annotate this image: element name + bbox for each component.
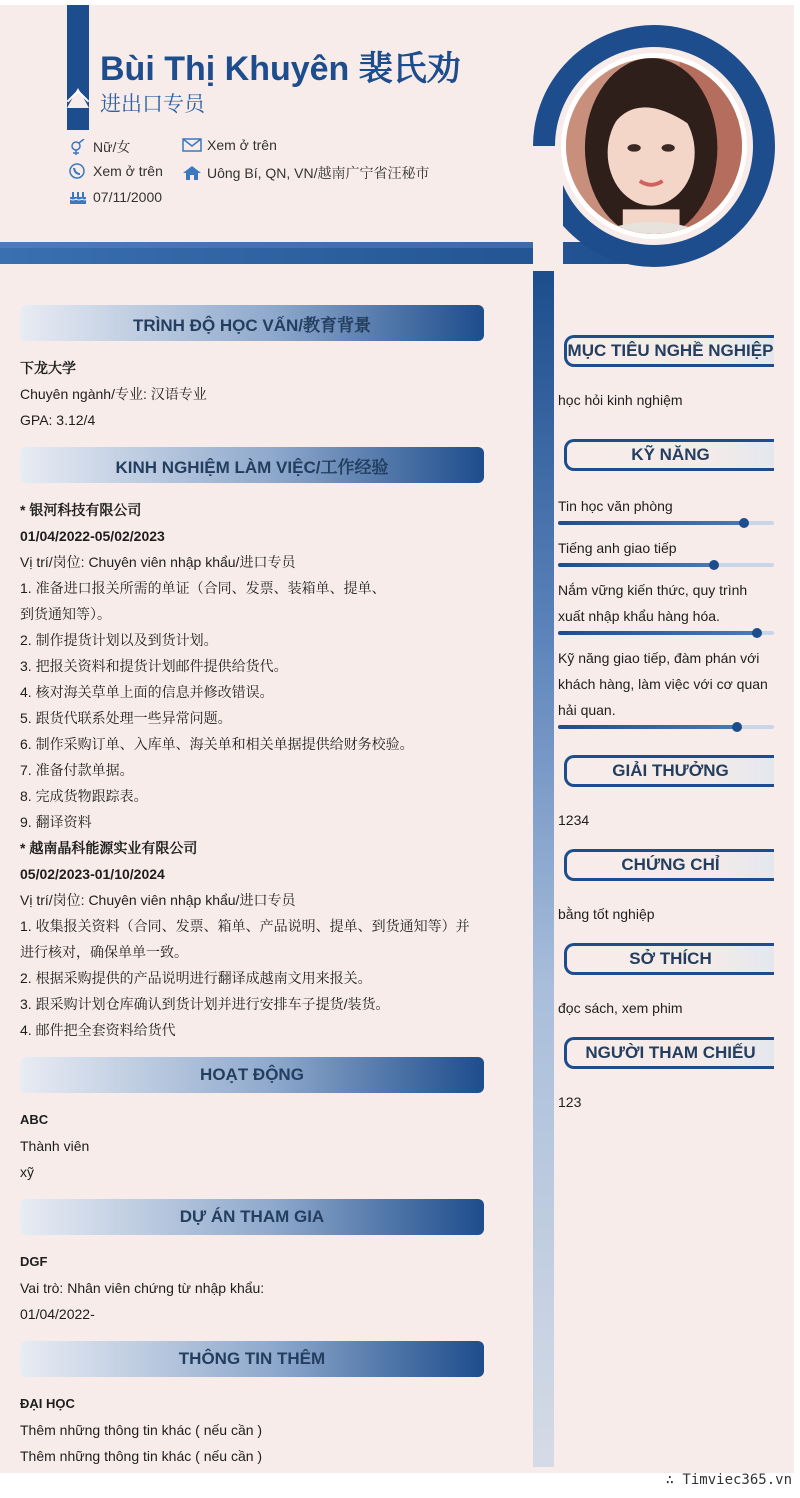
phone-icon: [68, 163, 88, 179]
left-column: [20, 305, 484, 1469]
skill-item: [558, 535, 774, 567]
phone-text[interactable]: Xem ở trên: [93, 163, 163, 179]
right-column: [558, 335, 774, 1115]
address-text: Uông Bí, QN, VN/越南广宁省汪秘市: [207, 165, 430, 181]
activities-section: [20, 1057, 484, 1185]
skill-bar-knob: [752, 628, 762, 638]
skill-bar: [558, 631, 774, 635]
job-duty-line: 2. 根据采购提供的产品说明进行翻译成越南文用来报关。: [20, 970, 372, 986]
gender-info: [68, 137, 130, 157]
certificates-text: bằng tốt nghiệp: [558, 906, 655, 922]
education-gpa: GPA: 3.12/4: [20, 412, 96, 428]
skill-bar: [558, 563, 774, 567]
skill-bar-knob: [739, 518, 749, 528]
education-section: [20, 305, 484, 433]
objective-text: học hỏi kinh nghiệm: [558, 392, 683, 408]
skill-bar-fill: [558, 725, 737, 729]
skill-label: Tin học văn phòng: [558, 498, 673, 514]
projects-heading: DỰ ÁN THAM GIA: [20, 1199, 484, 1235]
job-duty-line: 4. 核对海关草单上面的信息并修改错误。: [20, 684, 274, 700]
envelope-icon: [182, 137, 202, 153]
awards-text: 1234: [558, 812, 590, 828]
job-duty-line: 7. 准备付款单据。: [20, 762, 134, 778]
cv-page: [0, 5, 794, 1473]
skill-bar-fill: [558, 631, 757, 635]
experience-heading: KINH NGHIỆM LÀM VIỆC/工作经验: [20, 447, 484, 483]
header-divider-highlight: [0, 242, 560, 248]
job-duty-line: 3. 跟采购计划仓库确认到货计划并进行安排车子提货/装货。: [20, 996, 390, 1012]
birthday-info: [68, 189, 162, 205]
skill-bar: [558, 725, 774, 729]
skill-label: Nắm vững kiến thức, quy trình xuất nhập khẩu hàng hóa.: [558, 582, 748, 624]
birthday-cake-icon: [68, 189, 88, 205]
job-duty-line: 2. 制作提货计划以及到货计划。: [20, 632, 218, 648]
job-title: 进出口专员: [100, 93, 205, 116]
skills-list: [558, 493, 774, 729]
skill-item: [558, 645, 774, 729]
birthday-text: 07/11/2000: [93, 189, 163, 205]
experience-section: [20, 447, 484, 1043]
candidate-name: Bùi Thị Khuyên 裴氏劝: [100, 50, 461, 88]
column-divider: [533, 271, 554, 1467]
profile-photo: [561, 53, 747, 239]
activity-desc: xỹ: [20, 1164, 34, 1180]
more-info-line: Thêm những thông tin khác ( nếu cần ): [20, 1422, 263, 1438]
job-period: 05/02/2023-01/10/2024: [20, 866, 165, 882]
skill-label: Kỹ năng giao tiếp, đàm phán với khách hàng, làm việc với cơ quan hải quan.: [558, 650, 768, 718]
activities-heading: HOẠT ĐỘNG: [20, 1057, 484, 1093]
references-heading: NGƯỜI THAM CHIẾU: [564, 1037, 774, 1069]
job-position: Vị trí/岗位: Chuyên viên nhập khẩu/进口专员: [20, 554, 296, 570]
project-date: 01/04/2022-: [20, 1306, 95, 1322]
skill-item: [558, 577, 774, 635]
email-text[interactable]: Xem ở trên: [207, 137, 277, 153]
job-position: Vị trí/岗位: Chuyên viên nhập khẩu/进口专员: [20, 892, 296, 908]
more-info-line: Thêm những thông tin khác ( nếu cần ): [20, 1448, 263, 1464]
job-duty-line: 4. 邮件把全套资料给货代: [20, 1022, 176, 1038]
skill-item: [558, 493, 774, 525]
references-text: 123: [558, 1094, 582, 1110]
activity-role: Thành viên: [20, 1138, 90, 1154]
education-major: Chuyên ngành/专业: 汉语专业: [20, 386, 207, 402]
job-entry: [20, 835, 484, 1043]
objective-heading: MỤC TIÊU NGHỀ NGHIỆP: [564, 335, 774, 367]
job-duty-line: 9. 翻译资料: [20, 814, 92, 830]
school-name: 下龙大学: [20, 360, 76, 376]
project-name: DGF: [20, 1254, 48, 1269]
education-heading: TRÌNH ĐỘ HỌC VẤN/教育背景: [20, 305, 484, 341]
job-period: 01/04/2022-05/02/2023: [20, 528, 165, 544]
job-duty-line: 到货通知等）。: [20, 606, 111, 622]
address-info: [182, 163, 429, 183]
hobbies-heading: SỞ THÍCH: [564, 943, 774, 975]
job-duty-line: 1. 收集报关资料（合同、发票、箱单、产品说明、提单、到货通知等）并: [20, 918, 470, 934]
activity-org: ABC: [20, 1112, 49, 1127]
certificates-heading: CHỨNG CHỈ: [564, 849, 774, 881]
phone-info: [68, 163, 163, 179]
job-entry: [20, 497, 484, 835]
photo-ring-gap: [533, 146, 563, 266]
skill-bar-knob: [732, 722, 742, 732]
hobbies-text: đọc sách, xem phim: [558, 1000, 683, 1016]
job-duty-line: 进行核对，确保单单一致。: [20, 944, 188, 960]
more-info-title: ĐẠI HỌC: [20, 1396, 75, 1411]
skill-label: Tiếng anh giao tiếp: [558, 540, 677, 556]
home-icon: [182, 165, 202, 181]
job-duty-line: 5. 跟货代联系处理一些异常问题。: [20, 710, 232, 726]
skill-bar: [558, 521, 774, 525]
projects-section: [20, 1199, 484, 1327]
skills-heading: KỸ NĂNG: [564, 439, 774, 471]
skill-bar-fill: [558, 563, 714, 567]
job-duty-line: 6. 制作采购订单、入库单、海关单和相关单据提供给财务校验。: [20, 736, 414, 752]
gender-text: Nữ/女: [93, 139, 131, 155]
awards-heading: GIẢI THƯỞNG: [564, 755, 774, 787]
job-duty-line: 8. 完成货物跟踪表。: [20, 788, 148, 804]
job-duty-line: 1. 准备进口报关所需的单证（合同、发票、装箱单、提单、: [20, 580, 386, 596]
skill-bar-fill: [558, 521, 744, 525]
email-info: [182, 137, 277, 153]
job-duty-line: 3. 把报关资料和提货计划邮件提供给货代。: [20, 658, 288, 674]
watermark-logo: ∴ Timviec365.vn: [665, 1472, 792, 1488]
company-name: * 银河科技有限公司: [20, 502, 142, 518]
company-name: * 越南晶科能源实业有限公司: [20, 840, 198, 856]
gender-icon: [68, 139, 88, 155]
skill-bar-knob: [709, 560, 719, 570]
more-info-heading: THÔNG TIN THÊM: [20, 1341, 484, 1377]
project-role: Vai trò: Nhân viên chứng từ nhập khẩu:: [20, 1280, 265, 1296]
more-info-section: [20, 1341, 484, 1469]
